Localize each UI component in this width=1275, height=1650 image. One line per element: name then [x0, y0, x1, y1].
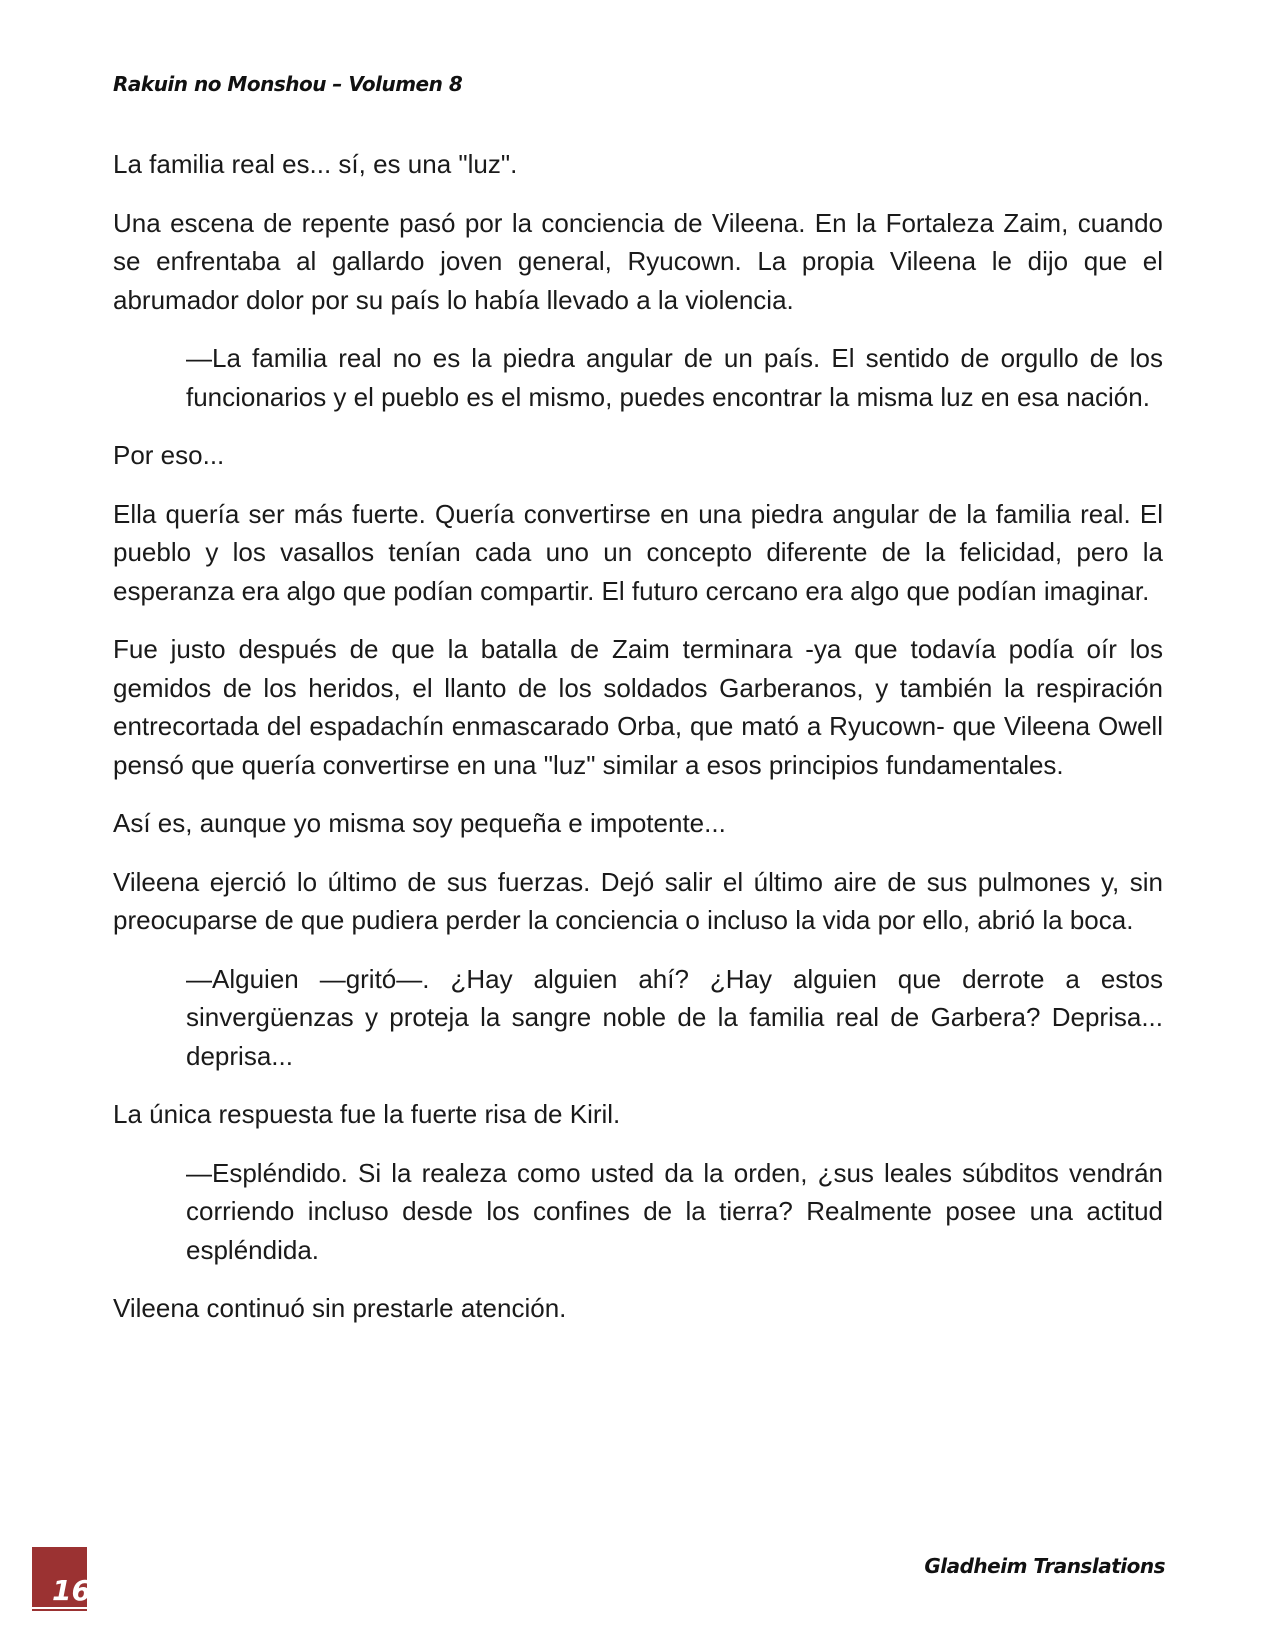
- paragraph: Fue justo después de que la batalla de Zaim terminara -ya que todavía podía oír los gemidos de los heridos, el llanto de los soldados Garberanos, y también la respiración entrecortada del espadachín enmascarado Orba, que mató a Ryucown- que Vileena Owell pensó que quería convertirse en una "luz" similar a esos principios fundamentales.: [113, 634, 1163, 780]
- running-header: Rakuin no Monshou – Volumen 8: [113, 72, 463, 96]
- body-text: [113, 145, 1163, 1348]
- paragraph: Vileena ejerció lo último de sus fuerzas. Dejó salir el último aire de sus pulmones y, sin preocuparse de que pudiera perder la conciencia o incluso la vida por ello, abrió la boca.: [113, 866, 1163, 935]
- dialogue-paragraph: —Espléndido. Si la realeza como usted da la orden, ¿sus leales súbditos vendrán corriendo incluso desde los confines de la tierra? Realmente posee una actitud espléndida.: [186, 1157, 1163, 1265]
- dialogue-paragraph: —La familia real no es la piedra angular de un país. El sentido de orgullo de los funcionarios y el pueblo es el mismo, puedes encontrar la misma luz en esa nación.: [186, 343, 1163, 412]
- paragraph: La familia real es... sí, es una "luz".: [113, 149, 518, 179]
- paragraph: Por eso...: [113, 440, 225, 470]
- paragraph: Vileena continuó sin prestarle atención.: [113, 1293, 567, 1323]
- paragraph: Una escena de repente pasó por la conciencia de Vileena. En la Fortaleza Zaim, cuando se enfrentaba al gallardo joven general, Ryucown. La propia Vileena le dijo que el abrumador dolor por su país lo había llevado a la violencia.: [113, 207, 1163, 315]
- paragraph: La única respuesta fue la fuerte risa de Kiril.: [113, 1099, 621, 1129]
- footer-credit: Gladheim Translations: [924, 1554, 1165, 1578]
- page-number-underline: [32, 1607, 87, 1609]
- page-number: 16: [52, 1574, 91, 1607]
- paragraph: Así es, aunque yo misma soy pequeña e impotente...: [113, 808, 726, 838]
- paragraph: Ella quería ser más fuerte. Quería convertirse en una piedra angular de la familia real. El pueblo y los vasallos tenían cada uno un concepto diferente de la felicidad, pero la esperanza era algo que podían compartir. El futuro cercano era algo que podían imaginar.: [113, 498, 1163, 606]
- dialogue-paragraph: —Alguien —gritó—. ¿Hay alguien ahí? ¿Hay alguien que derrote a estos sinvergüenzas y proteja la sangre noble de la familia real de Garbera? Deprisa... deprisa...: [186, 963, 1163, 1071]
